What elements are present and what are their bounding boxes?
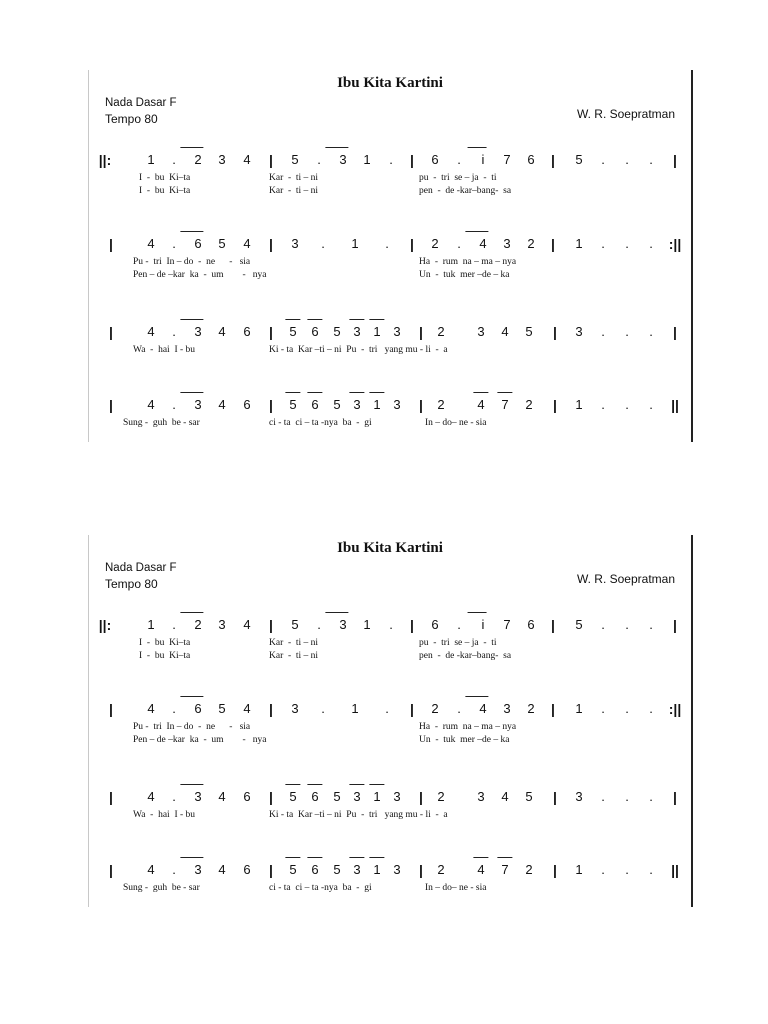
note: 1 <box>351 701 359 716</box>
barline: | <box>109 397 113 413</box>
note: 3 <box>194 395 201 415</box>
lyric-line <box>89 172 691 184</box>
barline: | <box>553 789 557 805</box>
tempo-marking: Tempo 80 <box>105 577 158 591</box>
note: 1 <box>373 395 380 415</box>
note: . <box>172 324 176 339</box>
note: 4 <box>243 701 251 716</box>
note: . <box>457 152 461 167</box>
note: 3 <box>477 789 485 804</box>
notation-line <box>101 699 682 719</box>
note: 1 <box>147 617 155 632</box>
note: . <box>649 701 653 716</box>
note: 6 <box>194 234 201 254</box>
note: 2 <box>437 397 445 412</box>
lyric-segment: pen - de -kar–bang- sa <box>419 186 512 196</box>
lyric-line <box>89 269 691 281</box>
lyric-line <box>89 721 691 733</box>
note: . <box>317 617 321 632</box>
lyric-segment: Pen – de –kar ka - um - nya <box>133 735 267 745</box>
notation-line <box>101 234 682 254</box>
note: 6 <box>311 860 318 880</box>
notation-line <box>98 615 677 635</box>
barline: | <box>410 617 414 633</box>
barline: | <box>109 862 113 878</box>
song-title: Ibu Kita Kartini <box>337 540 443 556</box>
note: . <box>457 701 461 716</box>
barline: | <box>553 324 557 340</box>
note: 3 <box>194 322 201 342</box>
note: 4 <box>479 234 486 254</box>
composer-name: W. R. Soepratman <box>576 107 675 121</box>
note: 3 <box>291 701 299 716</box>
notation-line <box>98 150 677 170</box>
barline: | <box>551 701 555 717</box>
note: . <box>625 617 629 632</box>
note: 4 <box>501 324 509 339</box>
note: 3 <box>503 701 511 716</box>
lyric-segment: Pen – de –kar ka - um - nya <box>133 270 267 280</box>
note: . <box>172 789 176 804</box>
note: . <box>625 324 629 339</box>
note: 3 <box>353 787 360 807</box>
note: . <box>625 862 629 877</box>
note: 5 <box>289 395 296 415</box>
note: 3 <box>393 789 401 804</box>
note: . <box>649 617 653 632</box>
note: i <box>482 150 485 170</box>
note: . <box>457 617 461 632</box>
barline: | <box>553 397 557 413</box>
note: 6 <box>311 395 318 415</box>
note: 1 <box>363 617 371 632</box>
key-signature: Nada Dasar F <box>105 562 177 574</box>
note: 3 <box>477 324 485 339</box>
lyric-segment: Wa - hai I - bu <box>133 810 196 820</box>
lyric-segment: Ki - ta Kar –ti – ni Pu - tri yang mu - li - a <box>269 810 448 820</box>
barline: | <box>109 324 113 340</box>
note: 2 <box>527 701 535 716</box>
note: 4 <box>147 397 155 412</box>
lyric-segment: Sung - guh be - sar <box>123 418 200 428</box>
note: 1 <box>363 152 371 167</box>
barline: | <box>269 236 273 252</box>
note: 2 <box>437 862 445 877</box>
note: 5 <box>333 862 341 877</box>
note: 4 <box>243 152 251 167</box>
note: 5 <box>333 789 341 804</box>
note: 3 <box>393 397 401 412</box>
note: 1 <box>373 860 380 880</box>
note: . <box>649 152 653 167</box>
note: 4 <box>147 789 155 804</box>
lyric-segment: I - bu Ki–ta <box>139 651 191 661</box>
note: 7 <box>501 860 508 880</box>
note: 4 <box>477 860 484 880</box>
lyric-line <box>89 256 691 268</box>
lyric-segment: Pu - tri In – do - ne - sia <box>133 722 251 732</box>
note: 5 <box>291 617 299 632</box>
lyric-segment: Ki - ta Kar –ti – ni Pu - tri yang mu - li - a <box>269 345 448 355</box>
note: 2 <box>431 701 439 716</box>
barline: | <box>551 152 555 168</box>
note: 2 <box>527 236 535 251</box>
note: . <box>172 617 176 632</box>
barline: | <box>419 862 423 878</box>
barline: | <box>673 789 677 805</box>
note: 2 <box>194 150 201 170</box>
note: . <box>649 789 653 804</box>
note: 5 <box>575 152 583 167</box>
notation-line <box>101 860 677 880</box>
note: . <box>601 701 605 716</box>
barline: | <box>410 152 414 168</box>
note: 6 <box>311 787 318 807</box>
lyric-line <box>89 344 691 356</box>
lyric-segment: pen - de -kar–bang- sa <box>419 651 512 661</box>
note: 5 <box>333 324 341 339</box>
note: 5 <box>525 789 533 804</box>
note: . <box>625 397 629 412</box>
note: 6 <box>243 862 251 877</box>
lyric-line <box>89 185 691 197</box>
note: 2 <box>431 236 439 251</box>
barline: :|| <box>668 236 682 252</box>
note: 3 <box>393 324 401 339</box>
lyric-line <box>89 637 691 649</box>
note: 3 <box>503 236 511 251</box>
note: 4 <box>501 789 509 804</box>
note: 3 <box>218 152 226 167</box>
lyric-line <box>89 650 691 662</box>
barline: ||: <box>98 617 112 633</box>
lyric-segment: Un - tuk mer –de – ka <box>419 270 510 280</box>
barline: | <box>419 789 423 805</box>
note: . <box>385 236 389 251</box>
barline: | <box>551 617 555 633</box>
note: . <box>172 236 176 251</box>
lyric-line <box>89 417 691 429</box>
note: 6 <box>194 699 201 719</box>
lyric-segment: pu - tri se – ja - ti <box>419 638 497 648</box>
note: 6 <box>527 152 535 167</box>
barline: | <box>673 617 677 633</box>
lyric-segment: Un - tuk mer –de – ka <box>419 735 510 745</box>
note: 3 <box>353 395 360 415</box>
note: 7 <box>503 152 511 167</box>
note: . <box>625 236 629 251</box>
note: 1 <box>575 701 583 716</box>
note: 6 <box>311 322 318 342</box>
note: 4 <box>218 789 226 804</box>
barline: | <box>269 617 273 633</box>
lyric-segment: I - bu Ki–ta <box>139 186 191 196</box>
note: 4 <box>243 236 251 251</box>
barline: || <box>671 862 679 878</box>
note: . <box>601 152 605 167</box>
note: . <box>649 324 653 339</box>
note: 5 <box>289 322 296 342</box>
notation-line <box>101 787 677 807</box>
note: 1 <box>575 397 583 412</box>
note: . <box>172 397 176 412</box>
note: . <box>601 324 605 339</box>
note: 3 <box>194 860 201 880</box>
note: . <box>601 789 605 804</box>
note: . <box>625 701 629 716</box>
lyric-segment: Ha - rum na – ma – nya <box>419 722 517 732</box>
barline: ||: <box>98 152 112 168</box>
note: 6 <box>243 324 251 339</box>
note: 1 <box>575 236 583 251</box>
note: 6 <box>243 397 251 412</box>
song-title: Ibu Kita Kartini <box>337 75 443 91</box>
note: . <box>601 397 605 412</box>
note: . <box>172 701 176 716</box>
note: 4 <box>218 862 226 877</box>
note: 5 <box>289 787 296 807</box>
lyric-segment: In – do– ne - sia <box>425 418 487 428</box>
note: 3 <box>339 615 346 635</box>
note: 1 <box>351 236 359 251</box>
lyric-segment: ci - ta ci – ta -nya ba - gi <box>269 883 372 893</box>
lyric-line <box>89 734 691 746</box>
note: 3 <box>353 322 360 342</box>
composer-name: W. R. Soepratman <box>576 572 675 586</box>
lyric-segment: ci - ta ci – ta -nya ba - gi <box>269 418 372 428</box>
note: . <box>601 862 605 877</box>
note: 4 <box>147 862 155 877</box>
note: 4 <box>147 701 155 716</box>
note: 2 <box>437 324 445 339</box>
note: . <box>385 701 389 716</box>
note: . <box>389 152 393 167</box>
barline: | <box>109 701 113 717</box>
barline: | <box>269 862 273 878</box>
barline: | <box>410 236 414 252</box>
notation-line <box>101 395 677 415</box>
note: i <box>482 615 485 635</box>
note: 4 <box>218 324 226 339</box>
note: 3 <box>194 787 201 807</box>
note: . <box>601 617 605 632</box>
note: 4 <box>147 324 155 339</box>
lyric-segment: Kar - ti – ni <box>269 186 319 196</box>
note: 2 <box>194 615 201 635</box>
note: 5 <box>289 860 296 880</box>
note: 4 <box>477 395 484 415</box>
tempo-marking: Tempo 80 <box>105 112 158 126</box>
note: . <box>321 701 325 716</box>
barline: | <box>109 789 113 805</box>
lyric-segment: In – do– ne - sia <box>425 883 487 893</box>
note: . <box>172 152 176 167</box>
note: 5 <box>575 617 583 632</box>
note: 7 <box>501 395 508 415</box>
note: 3 <box>218 617 226 632</box>
note: 1 <box>373 322 380 342</box>
note: 3 <box>575 789 583 804</box>
barline: | <box>419 324 423 340</box>
note: 5 <box>291 152 299 167</box>
lyric-line <box>89 809 691 821</box>
barline: | <box>410 701 414 717</box>
barline: | <box>269 152 273 168</box>
note: . <box>625 152 629 167</box>
note: 4 <box>243 617 251 632</box>
note: 3 <box>291 236 299 251</box>
barline: || <box>671 397 679 413</box>
note: 3 <box>575 324 583 339</box>
note: . <box>172 862 176 877</box>
note: 1 <box>575 862 583 877</box>
note: 4 <box>147 236 155 251</box>
barline: | <box>551 236 555 252</box>
note: 1 <box>373 787 380 807</box>
barline: | <box>673 152 677 168</box>
barline: | <box>673 324 677 340</box>
note: 4 <box>479 699 486 719</box>
barline: | <box>553 862 557 878</box>
note: . <box>649 236 653 251</box>
barline: | <box>109 236 113 252</box>
note: 2 <box>525 397 533 412</box>
barline: | <box>269 324 273 340</box>
lyric-segment: I - bu Ki–ta <box>139 173 191 183</box>
lyric-segment: pu - tri se – ja - ti <box>419 173 497 183</box>
barline: :|| <box>668 701 682 717</box>
song-sheet <box>88 70 693 442</box>
barline: | <box>419 397 423 413</box>
note: 7 <box>503 617 511 632</box>
note: 5 <box>525 324 533 339</box>
note: . <box>321 236 325 251</box>
lyric-segment: Kar - ti – ni <box>269 638 319 648</box>
note: 5 <box>333 397 341 412</box>
barline: | <box>269 701 273 717</box>
lyric-segment: Kar - ti – ni <box>269 173 319 183</box>
lyric-segment: Pu - tri In – do - ne - sia <box>133 257 251 267</box>
note: 6 <box>243 789 251 804</box>
lyric-segment: Kar - ti – ni <box>269 651 319 661</box>
barline: | <box>269 397 273 413</box>
lyric-segment: Wa - hai I - bu <box>133 345 196 355</box>
note: 6 <box>527 617 535 632</box>
song-sheet <box>88 535 693 907</box>
note: . <box>649 862 653 877</box>
note: . <box>389 617 393 632</box>
note: 3 <box>339 150 346 170</box>
lyric-segment: Ha - rum na – ma – nya <box>419 257 517 267</box>
notation-line <box>101 322 677 342</box>
note: . <box>317 152 321 167</box>
note: 3 <box>393 862 401 877</box>
lyric-segment: Sung - guh be - sar <box>123 883 200 893</box>
note: . <box>457 236 461 251</box>
note: . <box>649 397 653 412</box>
lyric-segment: I - bu Ki–ta <box>139 638 191 648</box>
note: 2 <box>525 862 533 877</box>
note: 6 <box>431 617 439 632</box>
note: 4 <box>218 397 226 412</box>
note: . <box>625 789 629 804</box>
note: 1 <box>147 152 155 167</box>
note: 5 <box>218 236 226 251</box>
note: 6 <box>431 152 439 167</box>
barline: | <box>269 789 273 805</box>
note: 3 <box>353 860 360 880</box>
key-signature: Nada Dasar F <box>105 97 177 109</box>
note: . <box>601 236 605 251</box>
note: 2 <box>437 789 445 804</box>
lyric-line <box>89 882 691 894</box>
note: 5 <box>218 701 226 716</box>
